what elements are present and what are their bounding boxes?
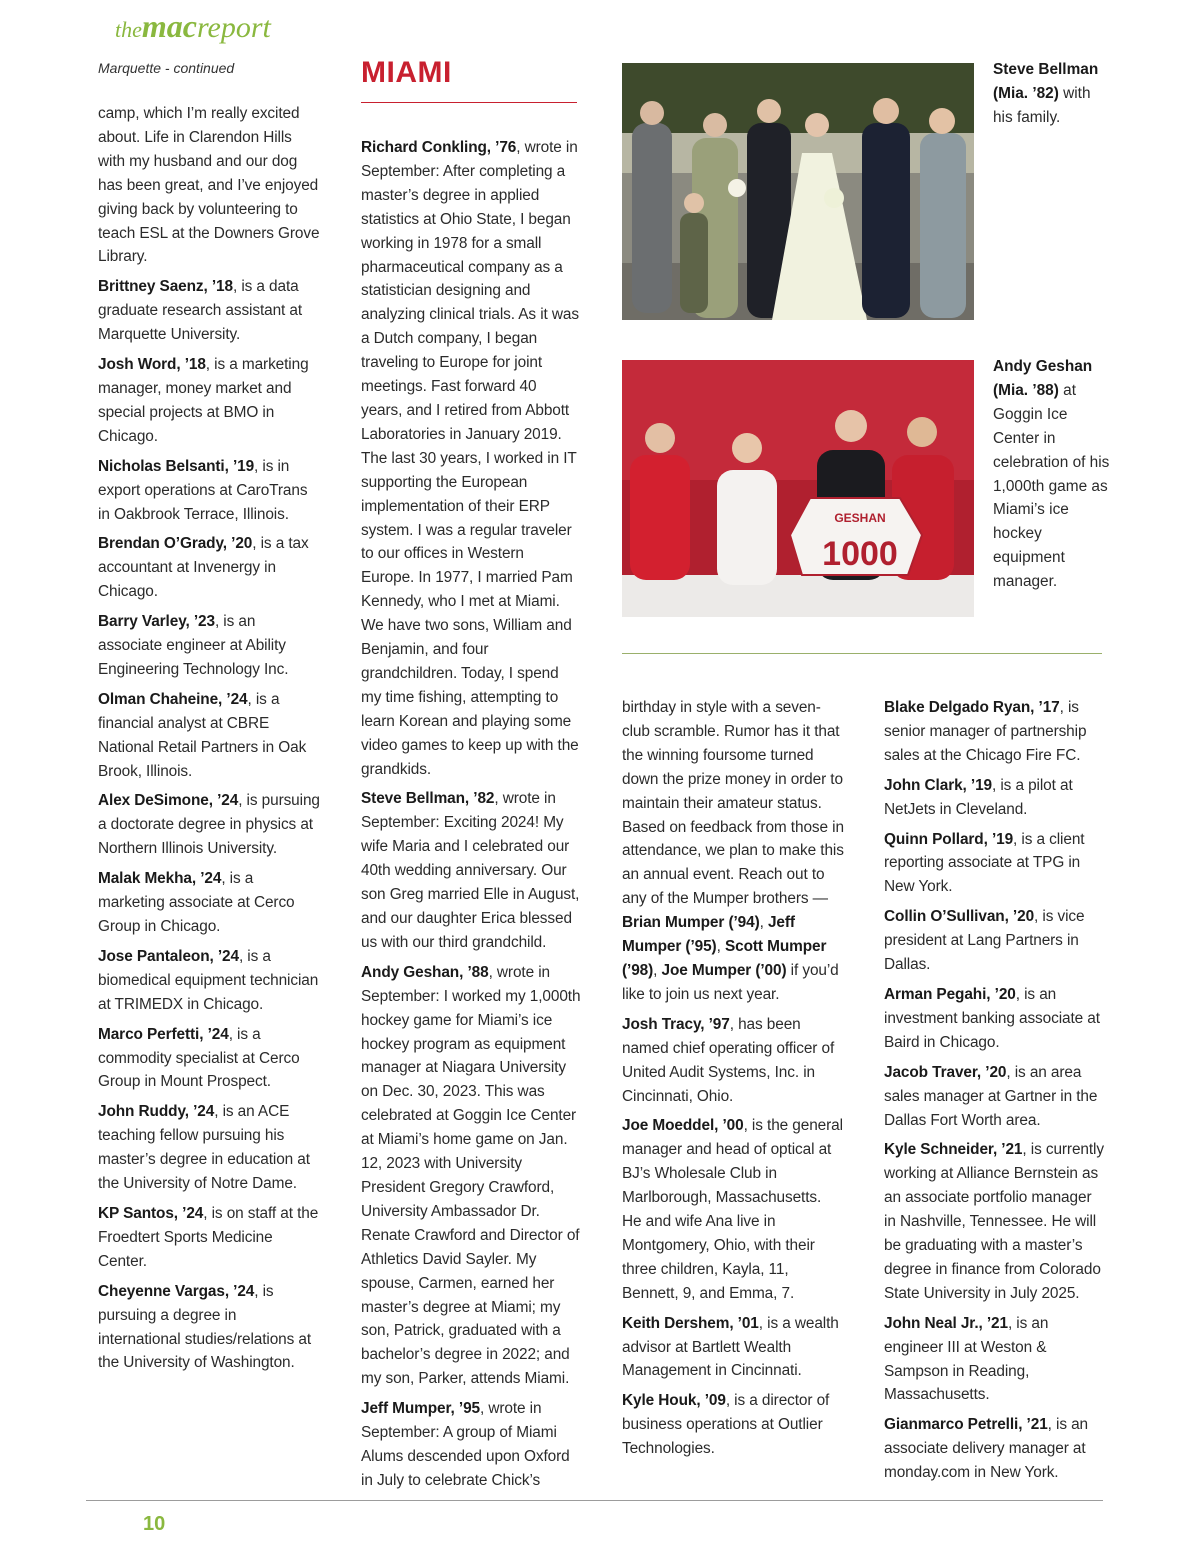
entry: Kyle Houk, ’09, is a director of business operations at Outlier Technologies. [622,1392,830,1458]
entry-name: Scott Mumper (’98) [622,938,827,979]
entry-name: Kyle Schneider, ’21 [884,1141,1023,1159]
entry: Olman Chaheine, ’24, is a financial analyst at CBRE National Retail Partners in Oak Brook, Illinois. [98,690,307,780]
footer-rule [86,1500,1103,1501]
entry-name: Olman Chaheine, ’24 [98,690,248,708]
entry: Kyle Schneider, ’21, is currently working at Alliance Bernstein as an associate portfolio manager in Nashville, Tennessee. He will be graduating with a master’s degree in finance from Colorado State University in July 2025. [884,1141,1104,1302]
entry: Collin O’Sullivan, ’20, is vice president at Lang Partners in Dallas. [884,908,1085,974]
entry: camp, which I’m really excited about. Life in Clarendon Hills with my husband and our dog has been great, and I’ve enjoyed giving back by volunteering to teach ESL at the Downers Grove Library. [98,105,320,266]
entry: Quinn Pollard, ’19, is a client reporting associate at TPG in New York. [884,830,1085,896]
column-1 [98,102,320,1381]
entry-name: Quinn Pollard, ’19 [884,830,1014,848]
entry: Nicholas Belsanti, ’19, is in export operations at CaroTrans in Oakbrook Terrace, Illinois. [98,457,308,523]
masthead-logo [115,8,271,45]
entry-name: Steve Bellman, ’82 [361,790,495,808]
entry-name: Brendan O’Grady, ’20 [98,535,253,553]
hockey-photo-illustration [622,360,974,617]
section-rule [361,102,577,103]
entry: Cheyenne Vargas, ’24, is pursuing a degree in international studies/relations at the University of Washington. [98,1282,312,1372]
entry-name: KP Santos, ’24 [98,1204,204,1222]
entry: Joe Moeddel, ’00, is the general manager and head of optical at BJ’s Wholesale Club in Marlborough, Massachusetts. He and wife Ana live in Montgomery, Ohio, with their three children, Kayla, 11, Bennett, 9, and Emma, 7. [622,1117,843,1302]
entry-name: Jeff Mumper, ’95 [361,1400,480,1418]
family-photo-illustration [622,63,974,320]
hockey-celebration-photo [622,360,974,617]
entry-name: John Clark, ’19 [884,776,992,794]
entry-name: Joe Moeddel, ’00 [622,1117,744,1135]
entry-name: Cheyenne Vargas, ’24 [98,1282,255,1300]
entry: Josh Tracy, ’97, has been named chief operating officer of United Audit Systems, Inc. in Cincinnati, Ohio. [622,1015,835,1105]
entry: Marco Perfetti, ’24, is a commodity specialist at Cerco Group in Mount Prospect. [98,1025,300,1091]
entry: Richard Conkling, ’76, wrote in September: After completing a master’s degree in applied statistics at Ohio State, I began working in 1978 for a small pharmaceutical company as a statistician designing and analyzing clinical trials. As it was a Dutch company, I began traveling to Europe for joint meetings. Fast forward 40 years, and I retired from Abbott Laboratories in January 2019. The last 30 years, I worked in IT supporting the European implementation of their ERP system. I was a regular traveler to our offices in Western Europe. In 1977, I married Pam Kennedy, who I met at Miami. We have two sons, William and Benjamin, and four grandchildren. Today, I spend my time fishing, attempting to learn Korean and playing some video games to keep up with the grandkids. [361,139,579,778]
logo-the: the [115,17,142,42]
entry: Andy Geshan, ’88, wrote in September: I worked my 1,000th hockey game for Miami’s ice hockey program as equipment manager at Niagara University on Dec. 30, 2023. This was celebrated at Goggin Ice Center at Miami’s home game on Jan. 12, 2023 with University President Gregory Crawford, University Ambassador Dr. Renate Crawford and Director of Athletics David Sayler. My spouse, Carmen, earned her master’s degree at Miami; my son, Patrick, graduated with a bachelor’s degree in 2022; and my son, Parker, attends Miami. [361,963,581,1388]
entry-name: Arman Pegahi, ’20 [884,985,1016,1003]
entry: Jacob Traver, ’20, is an area sales manager at Gartner in the Dallas Fort Worth area. [884,1063,1098,1129]
column-2 [361,136,581,1499]
entry-name: Keith Dershem, ’01 [622,1314,759,1332]
family-wedding-photo [622,63,974,320]
entry: Steve Bellman, ’82, wrote in September: Exciting 2024! My wife Maria and I celebrated our 40th wedding anniversary. Our son Greg married Elle in August, and our daughter Erica blessed us with our third grandchild. [361,790,580,951]
entry-name: Gianmarco Petrelli, ’21 [884,1416,1048,1434]
entry-name: Jacob Traver, ’20 [884,1063,1007,1081]
entry-name: Blake Delgado Ryan, ’17 [884,699,1060,716]
entry: Blake Delgado Ryan, ’17, is senior manager of partnership sales at the Chicago Fire FC. [884,699,1087,764]
jersey-number: 1000 [822,535,898,573]
entry-name: Jose Pantaleon, ’24 [98,947,239,965]
entry-name: Josh Word, ’18 [98,356,206,374]
entry: Jeff Mumper, ’95, wrote in September: A group of Miami Alums descended upon Oxford in July to celebrate Chick’s [361,1400,570,1489]
entry: birthday in style with a seven-club scramble. Rumor has it that the winning foursome turned down the prize money in order to maintain their amateur status. Based on feedback from those in attendance, we plan to make this an annual event. Reach out to any of the Mumper brothers — Brian Mumper (’94), Jeff Mumper (’95), Scott Mumper (’98), Joe Mumper (’00) if you’d like to join us next year. [622,699,844,1003]
photo-caption-geshan: Andy Geshan (Mia. ’88) at Goggin Ice Center in celebration of his 1,000th game as Miami’s ice hockey equipment manager. [993,358,1110,591]
entry: Alex DeSimone, ’24, is pursuing a doctorate degree in physics at Northern Illinois University. [98,792,320,858]
caption-name: Andy Geshan (Mia. ’88) [993,358,1093,399]
logo-mac: mac [141,8,197,44]
caption-name: Steve Bellman (Mia. ’82) [993,61,1099,102]
entry-name: Alex DeSimone, ’24 [98,792,239,810]
page-number: 10 [143,1513,166,1535]
entry: Barry Varley, ’23, is an associate engineer at Ability Engineering Technology Inc. [98,613,289,678]
continued-label: Marquette - continued [98,60,235,76]
entry: John Clark, ’19, is a pilot at NetJets in Cleveland. [884,776,1073,818]
entry: Gianmarco Petrelli, ’21, is an associate delivery manager at monday.com in New York. [884,1416,1089,1482]
entry-name: Collin O’Sullivan, ’20 [884,908,1035,926]
entry: Malak Mekha, ’24, is a marketing associate at Cerco Group in Chicago. [98,870,295,935]
entry: Arman Pegahi, ’20, is an investment banking associate at Baird in Chicago. [884,985,1100,1051]
entry-name: John Ruddy, ’24 [98,1103,215,1121]
section-title: MIAMI [361,56,452,89]
entry-name: Marco Perfetti, ’24 [98,1025,229,1043]
entry-name: Malak Mekha, ’24 [98,870,222,888]
entry-name: Barry Varley, ’23 [98,613,215,631]
entry: KP Santos, ’24, is on staff at the Froedtert Sports Medicine Center. [98,1204,319,1270]
entry: Jose Pantaleon, ’24, is a biomedical equipment technician at TRIMEDX in Chicago. [98,947,319,1013]
entry-name: Brittney Saenz, ’18 [98,278,233,296]
photo-caption-bellman: Steve Bellman (Mia. ’82) with his family. [993,61,1099,126]
section-divider [622,653,1102,654]
entry: Josh Word, ’18, is a marketing manager, money market and special projects at BMO in Chicago. [98,356,309,445]
entry-name: Jeff Mumper (’95) [622,914,795,956]
entry-name: Josh Tracy, ’97 [622,1015,730,1033]
column-4 [884,696,1106,1491]
entry: John Ruddy, ’24, is an ACE teaching fellow pursuing his master’s degree in education at the University of Notre Dame. [98,1103,310,1193]
entry-name: Richard Conkling, ’76 [361,139,517,156]
entry-name: Kyle Houk, ’09 [622,1392,726,1410]
entry: Brendan O’Grady, ’20, is a tax accountant at Invenergy in Chicago. [98,535,309,601]
entry-name: Joe Mumper (’00) [661,961,787,979]
jersey-name: GESHAN [834,511,886,525]
entry-name: Andy Geshan, ’88 [361,963,489,981]
entry-name: John Neal Jr., ’21 [884,1314,1008,1332]
entry-name: Brian Mumper (’94) [622,914,760,932]
column-3 [622,696,844,1467]
entry: John Neal Jr., ’21, is an engineer III at Weston & Sampson in Reading, Massachusetts. [884,1314,1049,1404]
entry: Keith Dershem, ’01, is a wealth advisor at Bartlett Wealth Management in Cincinnati. [622,1314,839,1380]
entry: Brittney Saenz, ’18, is a data graduate research assistant at Marquette University. [98,278,303,344]
entry-name: Nicholas Belsanti, ’19 [98,457,255,475]
logo-report: report [196,11,271,44]
